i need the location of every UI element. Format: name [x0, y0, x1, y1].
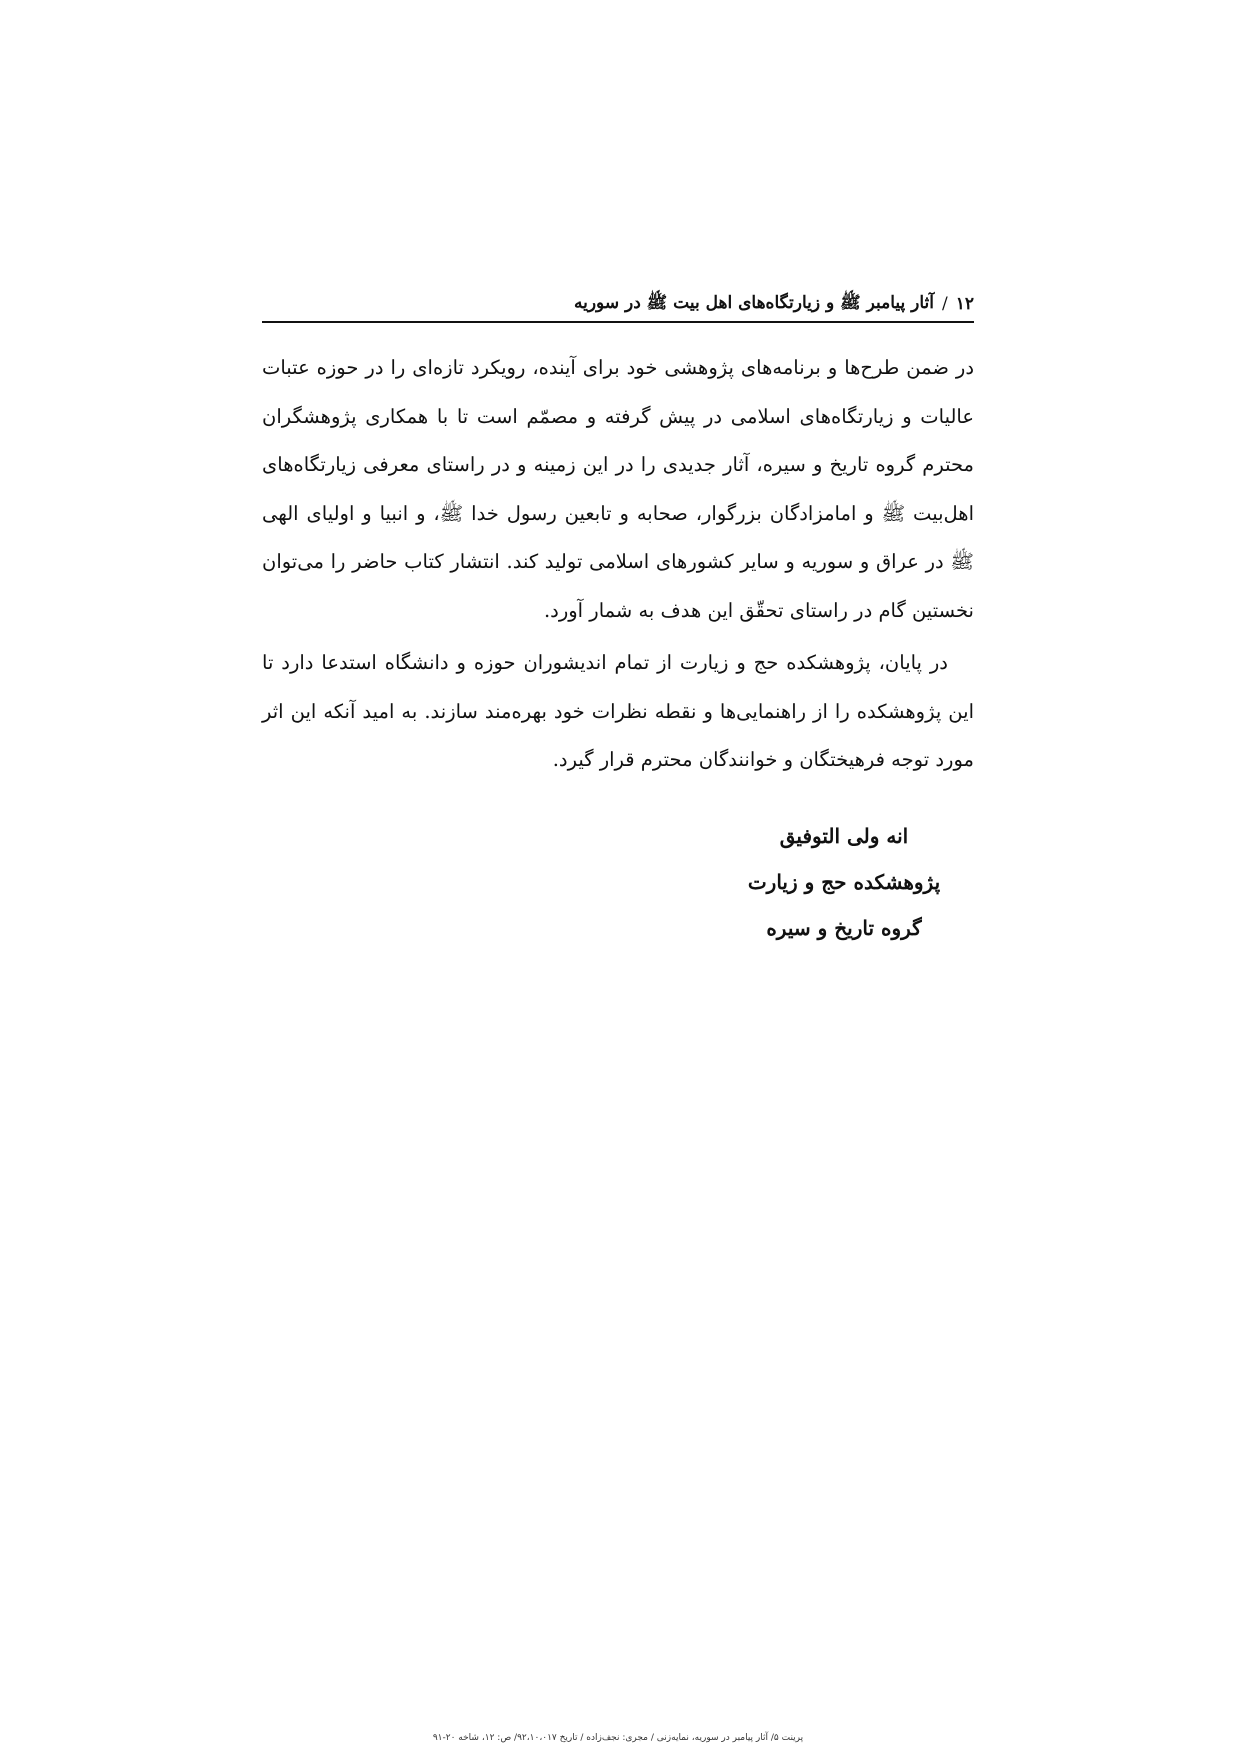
header-separator: /	[942, 294, 948, 314]
running-header	[262, 288, 974, 320]
body-text	[262, 344, 974, 785]
paragraph-1: در ضمن طرح‌ها و برنامه‌های پژوهشی خود برای آینده، رویکرد تازه‌ای را در حوزه عتبات عالیات و زیارتگاه‌های اسلامی در پیش گرفته و مصمّم است تا با همکاری پژوهشگران محترم گروه تاریخ و سیره، آثار جدیدی را در این زمینه و در راستای معرفی زیارتگاه‌های اهل‌بیت ﷺ و امامزادگان بزرگوار، صحابه و تابعین رسول خدا ﷺ، و انبیا و اولیای الهی ﷺ در عراق و سوریه و سایر کشورهای اسلامی تولید کند. انتشار کتاب حاضر را می‌توان نخستین گام در راستای تحقّق این هدف به شمار آورد.	[262, 356, 974, 622]
running-title: آثار پیامبر ﷺ و زیارتگاه‌های اهل بیت ﷺ در سوریه	[573, 292, 934, 313]
page-number: ۱۲	[955, 294, 974, 314]
closing-line-1: انه ولی التوفیق	[779, 824, 909, 848]
paragraph-2: در پایان، پژوهشکده حج و زیارت از تمام اندیشوران حوزه و دانشگاه استدعا دارد تا این پژوهشکده را از راهنمایی‌ها و نقطه نظرات خود بهره‌مند سازند. به امید آنکه این اثر مورد توجه فرهیختگان و خوانندگان محترم قرار گیرد.	[262, 651, 974, 771]
header-rule	[262, 321, 974, 323]
closing-line-3: گروه تاریخ و سیره	[766, 916, 922, 940]
print-footer: پرینت ۵/ آثار پیامبر در سوریه، نمایه‌زنی / مجری: نجف‌زاده / تاریخ ۹۲،۱۰،۰۱۷/ ص: ۱۲، شاخه ۲۰-۹۱	[432, 1733, 804, 1743]
closing-line-2: پژوهشکده حج و زیارت	[747, 870, 941, 894]
closing-signature	[262, 813, 974, 951]
